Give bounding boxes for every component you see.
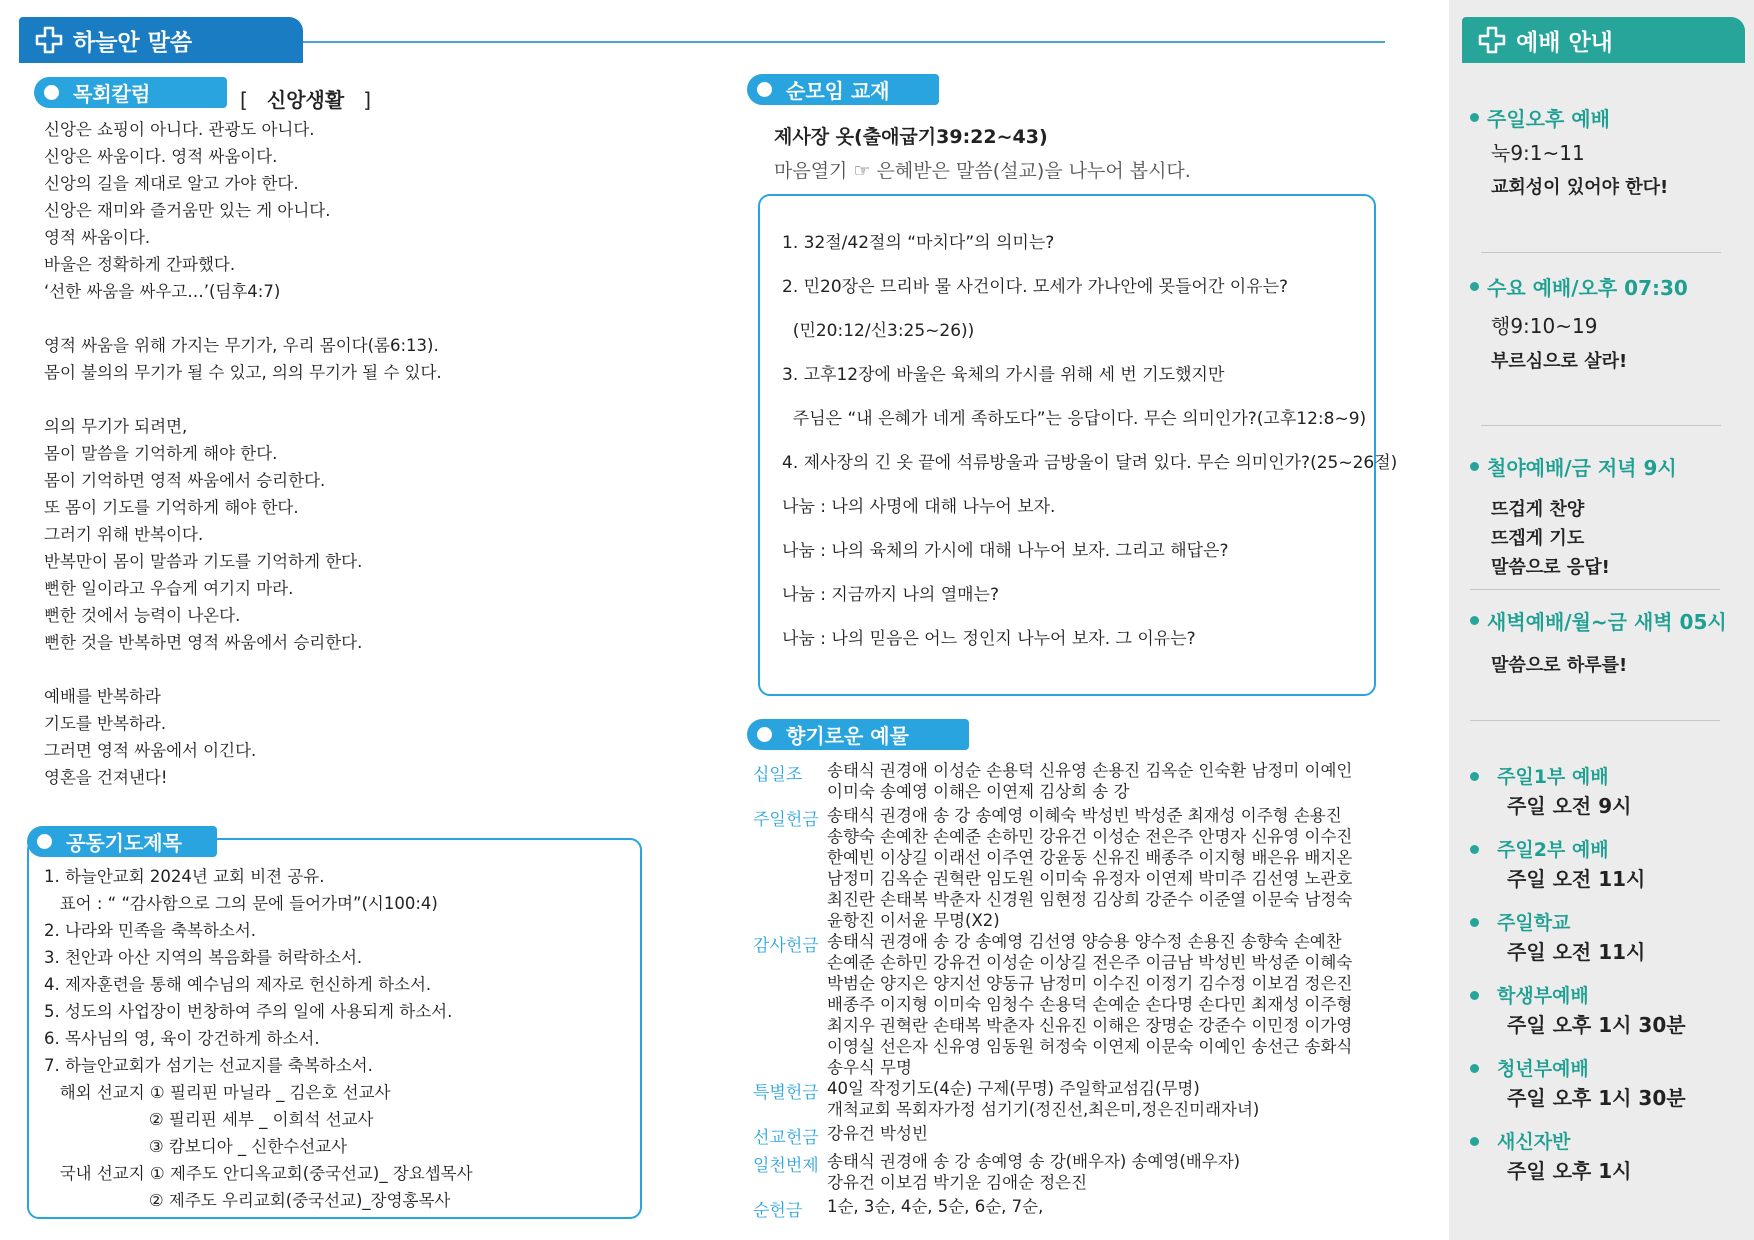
offering-row — [753, 760, 1393, 802]
offering-names — [827, 760, 1352, 802]
column-title: 목회칼럼 — [73, 82, 151, 106]
service-line: 뜨겁게 찬양 — [1491, 499, 1585, 520]
schedule-item — [1470, 835, 1740, 908]
study-question-list — [782, 228, 1398, 668]
service-sermon-title: 부르심으로 살라! — [1491, 351, 1628, 372]
schedule-item — [1470, 1054, 1740, 1127]
bullet-dot-icon — [757, 727, 772, 742]
offering-name-line: 윤항진 이서윤 무명(X2) — [827, 911, 1000, 930]
offering-label: 십일조 — [753, 765, 803, 785]
offering-label: 감사헌금 — [753, 936, 819, 956]
main-title: 하늘안 말씀 — [73, 29, 193, 56]
prayer-item: 국내 선교지 ① 제주도 안디옥교회(중국선교)_ 장요셉목사 — [44, 1164, 473, 1183]
column-line: 신앙의 길을 제대로 알고 가야 한다. — [44, 174, 299, 193]
service-scripture: 눅9:1~11 — [1491, 141, 1585, 165]
offering-name-line: 1순, 3순, 4순, 5순, 6순, 7순, — [827, 1197, 1044, 1216]
offering-label: 특별헌금 — [753, 1083, 819, 1103]
schedule-bullet-icon — [1470, 772, 1479, 781]
column-line — [44, 656, 684, 683]
prayer-item: 3. 천안과 아산 지역의 복음화를 허락하소서. — [44, 948, 363, 967]
sidebar-divider — [1470, 589, 1720, 590]
offering-name-line: 40일 작정기도(4순) 구제(무명) 주일학교섬김(무명) — [827, 1079, 1200, 1098]
offering-row — [753, 1078, 1393, 1120]
service-bullet-icon — [1470, 462, 1479, 471]
offering-row — [753, 1151, 1393, 1193]
prayer-item: 6. 목사님의 영, 육이 강건하게 하소서. — [44, 1029, 320, 1048]
study-intro: 마음열기 ☞ 은혜받은 말씀(설교)을 나누어 봅시다. — [774, 160, 1191, 182]
bullet-dot-icon — [757, 82, 772, 97]
main-title-bar — [19, 17, 303, 63]
column-line: 의의 무기가 되려면, — [44, 417, 188, 436]
offerings-title: 향기로운 예물 — [786, 724, 909, 748]
service-bullet-icon — [1470, 282, 1479, 291]
prayer-list — [44, 863, 634, 1214]
sidebar-divider — [1481, 252, 1721, 253]
prayer-item: ③ 캄보디아 _ 신한수선교사 — [44, 1137, 348, 1156]
offering-names — [827, 1078, 1259, 1120]
service-schedule — [1470, 762, 1740, 1200]
column-line: 그러기 위해 반복이다. — [44, 525, 204, 544]
schedule-item — [1470, 908, 1740, 981]
column-line: 바울은 정확하게 간파했다. — [44, 255, 236, 274]
offerings-list — [753, 760, 1393, 1224]
service-title: 철야예배/금 저녁 9시 — [1487, 456, 1677, 480]
offering-name-line: 손예준 손하민 강유건 이성순 이상길 전은주 이금남 박성빈 박성준 이혜숙 — [827, 953, 1353, 972]
bullet-dot-icon — [37, 834, 52, 849]
offering-label: 일천번제 — [753, 1156, 819, 1176]
schedule-time: 주일 오전 9시 — [1507, 794, 1632, 818]
column-line: 예배를 반복하라 — [44, 687, 161, 706]
offerings-title-pill — [747, 719, 969, 750]
column-line: 신앙은 재미와 즐거움만 있는 게 아니다. — [44, 201, 331, 220]
offering-row — [753, 1123, 1393, 1148]
study-title: 순모임 교재 — [786, 79, 890, 103]
column-line: 뻔한 것에서 능력이 나온다. — [44, 606, 241, 625]
offering-name-line: 송우식 무명 — [827, 1058, 912, 1077]
schedule-bullet-icon — [1470, 918, 1479, 927]
offering-label: 선교헌금 — [753, 1128, 819, 1148]
offering-name-line: 남정미 김옥순 권혁란 임도원 이미숙 유정자 이연제 박미주 김선영 노관호 — [827, 869, 1353, 888]
study-question: 3. 고후12장에 바울은 육체의 가시를 위해 세 번 기도했지만 — [782, 365, 1225, 385]
service-line: 말씀으로 하루를! — [1491, 655, 1628, 676]
offering-name-line: 송태식 권경애 송 강 송예영 송 강(배우자) 송예영(배우자) — [827, 1152, 1241, 1171]
prayer-item: 4. 제자훈련을 통해 예수님의 제자로 헌신하게 하소서. — [44, 975, 432, 994]
study-question: 4. 제사장의 긴 옷 끝에 석류방울과 금방울이 달려 있다. 무슨 의미인가?(25~26절) — [782, 453, 1398, 473]
schedule-time: 주일 오후 1시 30분 — [1507, 1086, 1686, 1110]
schedule-time: 주일 오후 1시 — [1507, 1159, 1632, 1183]
prayer-item: 5. 성도의 사업장이 번창하여 주의 일에 사용되게 하소서. — [44, 1002, 453, 1021]
column-line: 또 몸이 기도를 기억하게 해야 한다. — [44, 498, 299, 517]
prayer-item: 7. 하늘안교회가 섬기는 선교지를 축복하소서. — [44, 1056, 373, 1075]
schedule-time: 주일 오후 1시 30분 — [1507, 1013, 1686, 1037]
study-question: 나눔 : 나의 육체의 가시에 대해 나누어 보자. 그리고 해답은? — [782, 541, 1229, 561]
offering-row — [753, 805, 1393, 931]
offering-name-line: 강유건 박성빈 — [827, 1124, 928, 1143]
study-question: 1. 32절/42절의 “마치다”의 의미는? — [782, 233, 1055, 253]
offering-names — [827, 1151, 1240, 1193]
schedule-bullet-icon — [1470, 1137, 1479, 1146]
offering-name-line: 개척교회 목회자가정 섬기기(정진선,최은미,정은진미래자녀) — [827, 1100, 1260, 1119]
column-body — [44, 116, 684, 791]
service-bullet-icon — [1470, 616, 1479, 625]
study-question: 나눔 : 지금까지 나의 열매는? — [782, 585, 1000, 605]
offering-names — [827, 931, 1352, 1078]
schedule-bullet-icon — [1470, 991, 1479, 1000]
study-question: 나눔 : 나의 믿음은 어느 정인지 나누어 보자. 그 이유는? — [782, 629, 1196, 649]
column-line: 신앙은 쇼핑이 아니다. 관광도 아니다. — [44, 120, 315, 139]
offering-name-line: 배종주 이지형 이미숙 임청수 손용덕 손예순 손다명 손다민 최재성 이주형 — [827, 995, 1353, 1014]
service-scripture: 행9:10~19 — [1491, 314, 1598, 338]
schedule-bullet-icon — [1470, 1064, 1479, 1073]
schedule-title: 주일1부 예배 — [1497, 766, 1609, 788]
study-question: 주님은 “내 은혜가 네게 족하도다”는 응답이다. 무슨 의미인가?(고후12:8~9) — [782, 409, 1367, 429]
column-line: 영적 싸움이다. — [44, 228, 151, 247]
offering-names — [827, 805, 1352, 931]
service-sermon-title: 교회성이 있어야 한다! — [1491, 177, 1669, 198]
column-line: 몸이 불의의 무기가 될 수 있고, 의의 무기가 될 수 있다. — [44, 363, 442, 382]
cross-icon — [1478, 26, 1506, 54]
sidebar-title-bar — [1462, 17, 1745, 63]
schedule-title: 새신자반 — [1497, 1131, 1571, 1153]
schedule-title: 주일2부 예배 — [1497, 839, 1609, 861]
service-title: 수요 예배/오후 07:30 — [1487, 276, 1688, 300]
study-question: (민20:12/신3:25~26)) — [782, 321, 975, 341]
offering-name-line: 송태식 권경애 송 강 송예영 김선영 양승용 양수정 손용진 송향숙 손예찬 — [827, 932, 1342, 951]
schedule-title: 청년부예배 — [1497, 1058, 1589, 1080]
study-passage: 제사장 옷(출애굽기39:22~43) — [774, 126, 1048, 148]
study-question: 2. 민20장은 므리바 물 사건이다. 모세가 가나안에 못들어간 이유는? — [782, 277, 1289, 297]
cross-icon — [35, 26, 63, 54]
sidebar-divider — [1481, 425, 1721, 426]
service-title: 주일오후 예배 — [1487, 107, 1610, 131]
column-title-pill — [34, 77, 227, 108]
offering-label: 주일헌금 — [753, 810, 819, 830]
column-line: 기도를 반복하라. — [44, 714, 167, 733]
study-question: 나눔 : 나의 사명에 대해 나누어 보자. — [782, 497, 1056, 517]
prayer-item: ② 필리핀 세부 _ 이희석 선교사 — [44, 1110, 374, 1129]
column-topic-text: 신앙생활 — [266, 88, 345, 112]
column-line — [44, 386, 684, 413]
prayer-title: 공동기도제목 — [66, 831, 182, 855]
schedule-time: 주일 오전 11시 — [1507, 867, 1646, 891]
prayer-item: 해외 선교지 ① 필리핀 마닐라 _ 김은호 선교사 — [44, 1083, 391, 1102]
offering-name-line: 강유건 이보검 박기운 김애순 정은진 — [827, 1173, 1088, 1192]
study-title-pill — [747, 74, 939, 105]
column-line: 몸이 기억하면 영적 싸움에서 승리한다. — [44, 471, 326, 490]
prayer-title-pill — [27, 826, 217, 857]
schedule-title: 학생부예배 — [1497, 985, 1589, 1007]
prayer-item: 표어 : “ “감사함으로 그의 문에 들어가며”(시100:4) — [44, 894, 438, 913]
offering-name-line: 최진란 손태복 박춘자 신경원 임현정 김상희 강준수 이준열 이문숙 남정숙 — [827, 890, 1353, 909]
topic-close-bracket: ] — [363, 88, 372, 112]
schedule-item — [1470, 981, 1740, 1054]
offering-name-line: 이미숙 송예영 이해은 이연제 김상희 송 강 — [827, 782, 1130, 801]
offering-name-line: 최지우 권혁란 손태복 박춘자 신유진 이해은 장명순 강준수 이민정 이가영 — [827, 1016, 1353, 1035]
column-line: 뻔한 것을 반복하면 영적 싸움에서 승리한다. — [44, 633, 363, 652]
column-line: ‘선한 싸움을 싸우고…’(딤후4:7) — [44, 282, 281, 301]
sidebar-title: 예배 안내 — [1516, 29, 1613, 56]
prayer-item: 1. 하늘안교회 2024년 교회 비젼 공유. — [44, 867, 325, 886]
topic-open-bracket: [ — [240, 88, 248, 112]
column-line — [44, 305, 684, 332]
schedule-bullet-icon — [1470, 845, 1479, 854]
offering-name-line: 송향숙 손예찬 손예준 손하민 강유건 이성순 전은주 안명자 신유영 이수진 — [827, 827, 1353, 846]
offering-name-line: 이영실 선은자 신유영 임동원 허정숙 이연제 이문숙 이예인 송선근 송화식 — [827, 1037, 1353, 1056]
column-topic — [240, 84, 371, 113]
schedule-title: 주일학교 — [1497, 912, 1571, 934]
offering-name-line: 한예빈 이상길 이래선 이주연 강윤동 신유진 배종주 이지형 배은유 배지온 — [827, 848, 1353, 867]
offering-names — [827, 1196, 1043, 1221]
service-bullet-icon — [1470, 113, 1479, 122]
offering-name-line: 송태식 권경애 송 강 송예영 이혜숙 박성빈 박성준 최재성 이주형 손용진 — [827, 806, 1342, 825]
prayer-item: 2. 나라와 민족을 축복하소서. — [44, 921, 257, 940]
column-line: 신앙은 싸움이다. 영적 싸움이다. — [44, 147, 278, 166]
service-line: 뜨겝게 기도 — [1491, 528, 1585, 549]
schedule-item — [1470, 1127, 1740, 1200]
offering-label: 순헌금 — [753, 1201, 803, 1221]
offering-name-line: 송태식 권경애 이성순 손용덕 신유영 손용진 김옥순 인숙환 남정미 이예인 — [827, 761, 1353, 780]
service-line: 말씀으로 응답! — [1491, 557, 1610, 578]
column-line: 영적 싸움을 위해 가지는 무기가, 우리 몸이다(롬6:13). — [44, 336, 439, 355]
schedule-item — [1470, 762, 1740, 835]
offering-names — [827, 1123, 928, 1148]
offering-name-line: 박범순 양지은 양지선 양동규 남정미 이수진 이정기 김수정 이보검 정은진 — [827, 974, 1353, 993]
column-line: 몸이 말씀을 기억하게 해야 한다. — [44, 444, 278, 463]
column-line: 뻔한 일이라고 우습게 여기지 마라. — [44, 579, 294, 598]
column-line: 영혼을 건져낸다! — [44, 768, 168, 787]
service-title: 새벽예배/월~금 새벽 05시 — [1487, 610, 1727, 634]
title-divider — [303, 41, 1385, 43]
offering-row — [753, 1196, 1393, 1221]
column-line: 반복만이 몸이 말씀과 기도를 기억하게 한다. — [44, 552, 363, 571]
bullet-dot-icon — [44, 85, 59, 100]
offering-row — [753, 931, 1393, 1078]
column-line: 그러면 영적 싸움에서 이긴다. — [44, 741, 257, 760]
prayer-item: ② 제주도 우리교회(중국선교)_장영홍목사 — [44, 1191, 451, 1210]
schedule-time: 주일 오전 11시 — [1507, 940, 1646, 964]
sidebar-divider — [1470, 720, 1720, 721]
